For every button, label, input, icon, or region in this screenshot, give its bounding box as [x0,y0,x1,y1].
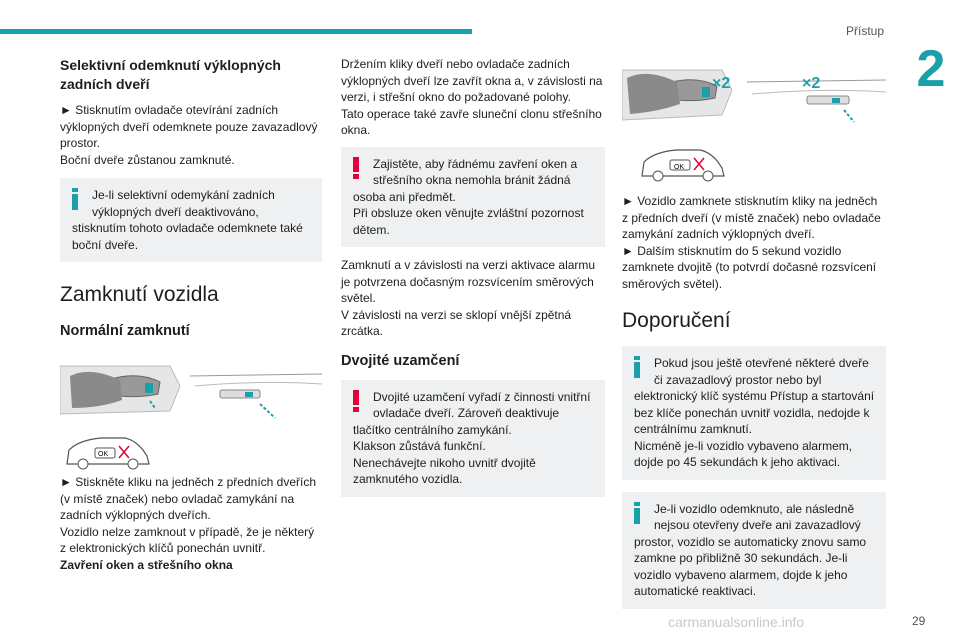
warning-text: tlačítko centrálního zamykání. [353,422,512,437]
paragraph: Boční dveře zůstanou zamknuté. [60,152,235,167]
double-press-illustration [622,60,886,185]
chapter-number: 2 [916,40,946,98]
paragraph: ► Vozidlo zamknete stisknutím kliky na jedněch z předních dveří (v místě značek) nebo ovladače zamykání zadních výklopných dveří. [622,194,881,241]
column-1 [60,56,322,573]
warning-text: ovladače dveří. Zároveň deaktivuje [373,406,560,420]
section-title: Přístup [846,24,885,38]
paragraph: Zamknutí a v závislosti na verzi aktivace alarmu je potvrzena dočasným rozsvícením směrových světel. [341,258,596,305]
warning-icon [353,157,359,179]
warning-box [341,380,605,497]
info-text: výklopných dveří deaktivováno, [92,204,259,219]
paragraph: Držením kliky dveří nebo ovladače zadních výklopných dveří lze zavřít okna a, v závislosti na verzi, i střešní okno do požadované polohy. [341,57,603,104]
paragraph: ► Stiskněte kliku na jedněch z předních dveřích (v místě značek) nebo ovladač zamykání na zadních výklopných dveřích. [60,475,317,522]
double-press-label: ×2 [712,75,731,92]
ok-label: OK [98,451,109,458]
warning-box [341,147,605,248]
info-text: elektronický klíč systému Přístup a startování bez klíče ponechán uvnitř vozidla, nedojde k centrálnímu zamknutí. [634,389,875,436]
subheading-close-windows: Zavření oken a střešního okna [60,557,233,572]
info-text: Je-li vozidlo odemknuto, ale následně [654,501,855,516]
warning-text: Klakson zůstává funkční. [353,439,486,453]
paragraph: ► Dalším stisknutím do 5 sekund vozidlo zamknete dvojitě (to potvrdí dočasné rozsvícení směrových světel). [622,243,877,291]
warning-text: Nenechávejte nikoho uvnitř dvojitě zamknutého vozidla. [353,455,536,486]
double-press-label: ×2 [802,75,821,92]
watermark: carmanualsonline.info [668,614,805,630]
info-text: Je-li selektivní odemykání zadních [92,188,275,202]
warning-text: Zajistěte, aby řádnému zavření oken a [373,156,578,171]
info-box [60,178,322,262]
heading-normal-locking: Normální zamknutí [60,323,190,339]
illustration-double-locking [622,60,884,185]
ok-label: OK [674,164,685,171]
info-box [622,492,886,609]
illustration-normal-locking [60,356,322,466]
paragraph: ► Stisknutím ovladače otevírání zadních výklopných dveří odemknete pouze zavazadlový prostor. [60,103,318,150]
paragraph: V závislosti na verzi se sklopí vnější zpětná zrcátka. [341,307,572,338]
door-handle-illustration [60,356,322,474]
header-accent-bar [0,29,472,34]
info-text: či zavazadlový prostor nebo byl [654,372,822,387]
info-icon [634,356,640,378]
warning-icon [353,390,359,412]
info-text: nejsou otevřeny dveře ani zavazadlový [654,518,861,532]
column-3 [622,60,886,609]
column-2 [341,56,605,497]
heading-locking: Zamknutí vozidla [60,283,219,306]
heading-recommendations: Doporučení [622,309,731,332]
warning-text: osoba ani předmět. [353,189,456,204]
info-text: Nicméně je-li vozidlo vybaveno alarmem, dojde po 45 sekundách k jeho aktivaci. [634,438,853,469]
paragraph: Vozidlo nelze zamknout v případě, že je některý z elektronických klíčů ponechán uvnitř. [60,524,315,555]
info-text: prostor, vozidlo se automaticky znovu samo zamkne po přibližně 30 sekundách. Je-li vozidlo vybaveno alarmem, dojde k jeho automatické reaktivaci. [634,534,867,598]
heading-double-locking: Dvojité uzamčení [341,352,460,369]
info-icon [72,188,78,210]
paragraph: Tato operace také zavře sluneční clonu střešního okna. [341,106,602,137]
warning-text: Dvojité uzamčení vyřadí z činnosti vnitřní [373,389,591,404]
info-text: stisknutím tohoto ovladače odemknete také boční dveře. [72,221,303,252]
warning-text: střešního okna nemohla bránit žádná [373,173,571,187]
info-text: Pokud jsou ještě otevřené některé dveře [654,356,869,370]
page-number: 29 [912,614,926,628]
info-icon [634,502,640,524]
warning-text: Při obsluze oken věnujte zvláštní pozornost dětem. [353,206,584,237]
info-box [622,346,886,480]
heading-selective-unlock: Selektivní odemknutí výklopných zadních dveří [60,57,281,92]
